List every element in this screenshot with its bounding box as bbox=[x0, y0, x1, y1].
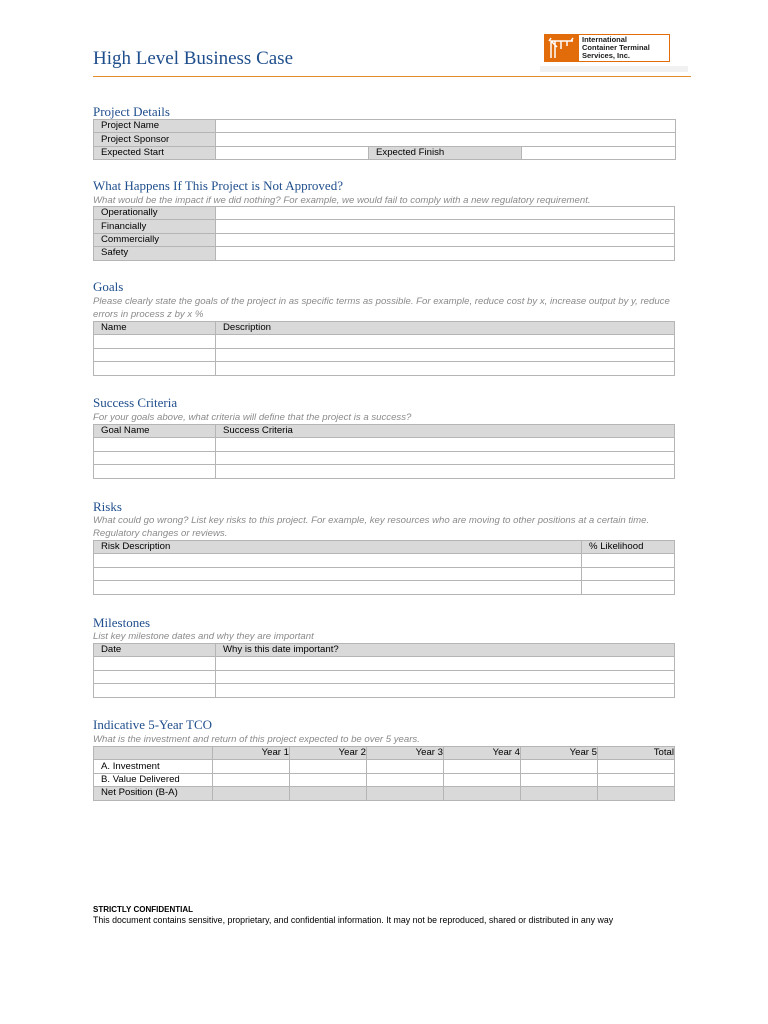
expected-start-field[interactable] bbox=[216, 146, 369, 159]
success-criteria-table bbox=[93, 424, 675, 479]
table-row bbox=[94, 438, 675, 451]
goal-name-cell[interactable] bbox=[94, 335, 216, 348]
table-header-row bbox=[94, 644, 675, 657]
why-cell[interactable] bbox=[216, 657, 675, 670]
goals-table bbox=[93, 321, 675, 376]
crane-icon bbox=[545, 35, 579, 61]
tco-net-cell bbox=[290, 787, 367, 800]
table-row bbox=[94, 233, 675, 246]
goal-description-cell[interactable] bbox=[216, 362, 675, 375]
col-header-year-4: Year 4 bbox=[444, 747, 521, 760]
page-title: High Level Business Case bbox=[93, 48, 294, 69]
label-investment: A. Investment bbox=[94, 760, 213, 773]
date-cell[interactable] bbox=[94, 657, 216, 670]
risk-description-cell[interactable] bbox=[94, 581, 582, 594]
table-row bbox=[94, 581, 675, 594]
label-operationally: Operationally bbox=[94, 207, 216, 220]
label-project-sponsor: Project Sponsor bbox=[94, 133, 216, 146]
risk-description-cell[interactable] bbox=[94, 554, 582, 567]
criteria-cell[interactable] bbox=[216, 451, 675, 464]
table-row bbox=[94, 760, 675, 773]
label-commercially: Commercially bbox=[94, 233, 216, 246]
expected-finish-field[interactable] bbox=[522, 146, 676, 159]
table-row bbox=[94, 120, 676, 133]
table-row bbox=[94, 787, 675, 800]
project-details-table bbox=[93, 119, 676, 160]
col-header-risk-description: Risk Description bbox=[94, 541, 582, 554]
criteria-cell[interactable] bbox=[216, 465, 675, 478]
label-value-delivered: B. Value Delivered bbox=[94, 773, 213, 786]
table-row bbox=[94, 451, 675, 464]
table-row bbox=[94, 465, 675, 478]
table-row bbox=[94, 133, 676, 146]
table-row bbox=[94, 670, 675, 683]
table-row bbox=[94, 773, 675, 786]
table-row bbox=[94, 207, 675, 220]
hint-risks: What could go wrong? List key risks to this project. For example, key resources who are moving to other positions at a certain time. Regulatory changes or reviews. bbox=[93, 515, 650, 539]
tco-cell[interactable] bbox=[521, 773, 598, 786]
safety-field[interactable] bbox=[216, 247, 675, 260]
table-row bbox=[94, 146, 676, 159]
col-header-success-criteria: Success Criteria bbox=[216, 425, 675, 438]
label-financially: Financially bbox=[94, 220, 216, 233]
col-header-year-2: Year 2 bbox=[290, 747, 367, 760]
hint-goals: Please clearly state the goals of the project in as specific terms as possible. For example, reduce cost by x, increase output by y, reduce errors in process z by x % bbox=[93, 296, 670, 320]
hint-not-approved: What would be the impact if we did nothing? For example, we would fail to comply with a new regulatory requirement. bbox=[93, 195, 591, 206]
section-title-risks: Risks bbox=[93, 499, 122, 514]
why-cell[interactable] bbox=[216, 684, 675, 697]
section-title-milestones: Milestones bbox=[93, 615, 151, 630]
table-row bbox=[94, 554, 675, 567]
col-header-year-1: Year 1 bbox=[213, 747, 290, 760]
milestones-table bbox=[93, 643, 675, 698]
col-header-date: Date bbox=[94, 644, 216, 657]
goal-description-cell[interactable] bbox=[216, 348, 675, 361]
table-row bbox=[94, 684, 675, 697]
tco-cell[interactable] bbox=[598, 760, 675, 773]
tco-cell[interactable] bbox=[367, 773, 444, 786]
label-safety: Safety bbox=[94, 247, 216, 260]
label-expected-start: Expected Start bbox=[94, 146, 216, 159]
hint-success-criteria: For your goals above, what criteria will define that the project is a success? bbox=[93, 412, 412, 423]
tco-cell[interactable] bbox=[213, 773, 290, 786]
footer-confidential-title: STRICTLY CONFIDENTIAL bbox=[93, 905, 194, 914]
operationally-field[interactable] bbox=[216, 207, 675, 220]
project-name-field[interactable] bbox=[216, 120, 676, 133]
date-cell[interactable] bbox=[94, 670, 216, 683]
date-cell[interactable] bbox=[94, 684, 216, 697]
table-row bbox=[94, 220, 675, 233]
footer-confidential-text: This document contains sensitive, proprietary, and confidential information. It may not be reproduced, shared or distributed in any way bbox=[93, 915, 614, 925]
logo-shadow bbox=[540, 66, 688, 72]
tco-net-cell bbox=[213, 787, 290, 800]
section-title-tco: Indicative 5-Year TCO bbox=[93, 717, 213, 732]
section-title-success-criteria: Success Criteria bbox=[93, 395, 178, 410]
label-expected-finish: Expected Finish bbox=[369, 146, 522, 159]
tco-cell[interactable] bbox=[290, 760, 367, 773]
goal-name-cell[interactable] bbox=[94, 362, 216, 375]
col-header-why-important: Why is this date important? bbox=[216, 644, 675, 657]
hint-milestones: List key milestone dates and why they are important bbox=[93, 631, 314, 642]
tco-net-cell bbox=[598, 787, 675, 800]
logo-text: International Container Terminal Services, Inc. bbox=[582, 35, 650, 60]
table-row bbox=[94, 362, 675, 375]
goal-description-cell[interactable] bbox=[216, 335, 675, 348]
tco-cell[interactable] bbox=[521, 760, 598, 773]
table-row bbox=[94, 567, 675, 580]
company-logo bbox=[544, 34, 670, 62]
table-header-row bbox=[94, 541, 675, 554]
why-cell[interactable] bbox=[216, 670, 675, 683]
tco-table bbox=[93, 746, 675, 801]
criteria-cell[interactable] bbox=[216, 438, 675, 451]
goal-name-cell[interactable] bbox=[94, 438, 216, 451]
financially-field[interactable] bbox=[216, 220, 675, 233]
tco-cell[interactable] bbox=[213, 760, 290, 773]
col-header-year-5: Year 5 bbox=[521, 747, 598, 760]
table-header-row bbox=[94, 747, 675, 760]
tco-cell[interactable] bbox=[444, 760, 521, 773]
col-header-total: Total bbox=[598, 747, 675, 760]
tco-net-cell bbox=[521, 787, 598, 800]
impact-table bbox=[93, 206, 675, 261]
goal-name-cell[interactable] bbox=[94, 348, 216, 361]
goal-name-cell[interactable] bbox=[94, 451, 216, 464]
project-sponsor-field[interactable] bbox=[216, 133, 676, 146]
goal-name-cell[interactable] bbox=[94, 465, 216, 478]
tco-corner-cell bbox=[94, 747, 213, 760]
label-net-position: Net Position (B-A) bbox=[94, 787, 213, 800]
col-header-goal-name: Goal Name bbox=[94, 425, 216, 438]
header-rule bbox=[93, 76, 691, 77]
likelihood-cell[interactable] bbox=[582, 554, 675, 567]
table-header-row bbox=[94, 425, 675, 438]
tco-cell[interactable] bbox=[367, 760, 444, 773]
col-header-year-3: Year 3 bbox=[367, 747, 444, 760]
table-row bbox=[94, 348, 675, 361]
tco-cell[interactable] bbox=[290, 773, 367, 786]
likelihood-cell[interactable] bbox=[582, 567, 675, 580]
col-header-name: Name bbox=[94, 322, 216, 335]
table-row bbox=[94, 247, 675, 260]
col-header-likelihood: % Likelihood bbox=[582, 541, 675, 554]
tco-net-cell bbox=[444, 787, 521, 800]
tco-cell[interactable] bbox=[598, 773, 675, 786]
commercially-field[interactable] bbox=[216, 233, 675, 246]
risks-table bbox=[93, 540, 675, 595]
likelihood-cell[interactable] bbox=[582, 581, 675, 594]
section-title-not-approved: What Happens If This Project is Not Approved? bbox=[93, 178, 343, 193]
table-row bbox=[94, 335, 675, 348]
table-header-row bbox=[94, 322, 675, 335]
section-title-goals: Goals bbox=[93, 279, 124, 294]
tco-net-cell bbox=[367, 787, 444, 800]
hint-tco: What is the investment and return of this project expected to be over 5 years. bbox=[93, 734, 420, 745]
col-header-description: Description bbox=[216, 322, 675, 335]
label-project-name: Project Name bbox=[94, 120, 216, 133]
tco-cell[interactable] bbox=[444, 773, 521, 786]
risk-description-cell[interactable] bbox=[94, 567, 582, 580]
table-row bbox=[94, 657, 675, 670]
section-title-project-details: Project Details bbox=[93, 104, 170, 119]
